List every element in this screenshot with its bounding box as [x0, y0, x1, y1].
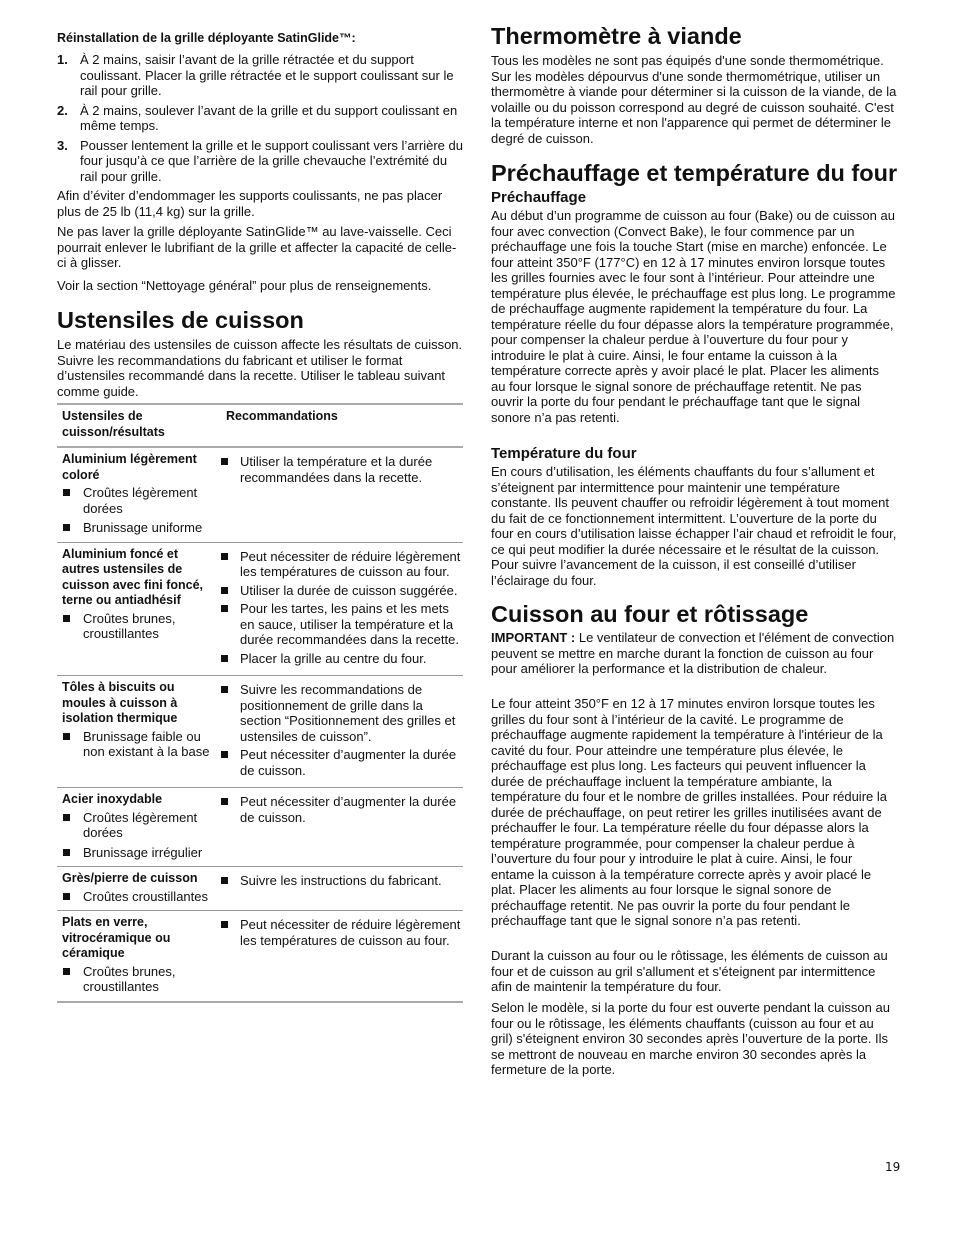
important-label: IMPORTANT : — [491, 630, 576, 645]
result-item: Croûtes brunes, croustillantes — [62, 611, 212, 642]
table-row — [57, 788, 463, 867]
bullet-icon — [221, 921, 228, 928]
bullet-icon — [63, 968, 70, 975]
bullet-icon — [221, 655, 228, 662]
cookware-heading: Ustensiles de cuisson — [57, 307, 304, 333]
table-header-recommendations: Recommandations — [216, 404, 463, 447]
bullet-icon — [221, 587, 228, 594]
recommendation-item: Peut nécessiter d’augmenter la durée de cuisson. — [216, 747, 463, 778]
bullet-icon — [221, 877, 228, 884]
result-item: Croûtes légèrement dorées — [62, 810, 212, 841]
see-section-note: Voir la section “Nettoyage général” pour plus de renseignements. — [57, 278, 432, 293]
dishwasher-warning: Ne pas laver la grille déployante SatinGlide™ au lave-vaisselle. Ceci pourrait enlever le lubrifiant de la grille et affecter la capacité de celle-ci à glisser. — [57, 224, 457, 270]
table-header-cookware: Ustensiles de cuisson/résultats — [57, 404, 216, 447]
table-row — [57, 542, 463, 676]
step-item: 3. Pousser lentement la grille et le support coulissant vers l’arrière du four jusqu’à ce que l’arrière de la grille chevauche l’extrémité du rail pour grille. — [57, 137, 463, 184]
cookware-category: Plats en verre, vitrocéramique ou céramique — [62, 915, 171, 960]
step-item: 2. À 2 mains, soulever l’avant de la grille et du support coulissant en même temps. — [57, 102, 458, 133]
bullet-icon — [221, 751, 228, 758]
bake-paragraph-1: Le four atteint 350°F en 12 à 17 minutes environ lorsque toutes les grilles du four sont à l’intérieur de la cavité. Le programme de préchauffage augmente rapidement la température à l'intérieur de la cavité du four. Pour atteindre une température plus élevée, le préchauffage est plus long. Les facteurs qui peuvent influencer la durée de préchauffage incluent la température ambiante, la température du four et le nombre de grilles installées. Pour réduire la durée de préchauffage, on peut retirer les grilles inutilisées avant de préchauffer le four. La température réelle du four dépasse alors la température programmée, pour compenser la chaleur perdue à l’ouverture du four pour y introduire le plat à cuire. Ainsi, le four entame la cuisson à la température correcte après y avoir placé le plat. Placer les aliments au four lorsque le signal sonore de préchauffage retentit. Ne pas ouvrir la porte du four pendant le préchauffage tant que le signal sonore n’a pas retenti. — [491, 696, 887, 928]
result-item: Croûtes croustillantes — [62, 889, 212, 905]
bullet-icon — [63, 893, 70, 900]
cookware-table — [57, 403, 463, 1003]
result-item: Brunissage uniforme — [62, 520, 212, 536]
reinstall-steps — [57, 52, 463, 188]
meat-thermometer-heading: Thermomètre à viande — [491, 23, 742, 49]
cookware-category: Aluminium foncé et autres ustensiles de cuisson avec fini foncé, terne ou antiadhésif — [62, 546, 204, 607]
recommendation-item: Pour les tartes, les pains et les mets en sauce, utiliser la température et la durée recommandées dans la recette. — [216, 601, 463, 648]
result-item: Brunissage faible ou non existant à la base — [62, 729, 212, 760]
cookware-category: Acier inoxydable — [62, 792, 163, 806]
reinstall-title: Réinstallation de la grille déployante SatinGlide™: — [57, 31, 356, 45]
page-number: 19 — [885, 1160, 901, 1174]
result-item: Brunissage irrégulier — [62, 845, 212, 861]
table-row — [57, 676, 463, 788]
bullet-icon — [63, 489, 70, 496]
recommendation-item: Peut nécessiter de réduire légèrement les températures de cuisson au four. — [216, 917, 463, 948]
step-item: 1. À 2 mains, saisir l’avant de la grille rétractée et du support coulissant. Placer la grille rétractée et le support coulissant sur le rail pour grille. — [57, 52, 454, 98]
table-row — [57, 867, 463, 911]
bullet-icon — [63, 733, 70, 740]
recommendation-item: Utiliser la température et la durée recommandées dans la recette. — [216, 454, 463, 485]
cookware-intro: Le matériau des ustensiles de cuisson affecte les résultats de cuisson. Suivre les recommandations du fabricant et utiliser le format d’ustensiles recommandé dans la recette. Utiliser le tableau suivant comme guide. — [57, 337, 463, 399]
bullet-icon — [221, 686, 228, 693]
cookware-category: Grès/pierre de cuisson — [62, 871, 198, 885]
bullet-icon — [63, 524, 70, 531]
bullet-icon — [221, 798, 228, 805]
preheat-heading: Préchauffage et température du four — [491, 160, 898, 186]
bullet-icon — [63, 849, 70, 856]
bake-paragraph-2: Durant la cuisson au four ou le rôtissage, les éléments de cuisson au four et de cuisson au gril s'allument et s'éteignent par intermittence afin de maintenir la température du four. — [491, 948, 888, 994]
cookware-category: Tôles à biscuits ou moules à cuisson à isolation thermique — [62, 680, 178, 725]
result-item: Croûtes brunes, croustillantes — [62, 964, 212, 995]
bake-roast-heading: Cuisson au four et rôtissage — [491, 601, 809, 627]
recommendation-item: Utiliser la durée de cuisson suggérée. — [216, 583, 463, 599]
table-row — [57, 911, 463, 1002]
bullet-icon — [63, 615, 70, 622]
bullet-icon — [221, 458, 228, 465]
cookware-category: Aluminium légèrement coloré — [62, 452, 197, 482]
oven-temp-text: En cours d’utilisation, les éléments chauffants du four s’allument et s’éteignent par intermittence pour maintenir une température constante. Ils peuvent chauffer ou refroidir légèrement à tout moment du fait de ce fonctionnement intermittent. L’ouverture de la porte du four en cours d’utilisation laisse échapper l’air chaud et refroidit le four, ce qui peut modifier la durée nécessaire et le résultat de la cuisson. Pour suivre l’avancement de la cuisson, il est conseillé d’utiliser l’éclairage du four. — [491, 464, 897, 588]
recommendation-item: Placer la grille au centre du four. — [216, 651, 463, 667]
bake-paragraph-3: Selon le modèle, si la porte du four est ouverte pendant la cuisson au four ou le rôtissage, les éléments chauffants (cuisson au four et au gril) s'éteignent environ 30 secondes après l’ouverture de la porte. Ils se mettront de nouveau en marche environ 30 secondes après la fermeture de la porte. — [491, 1000, 890, 1077]
preheat-subheading: Préchauffage — [491, 189, 587, 206]
recommendation-item: Peut nécessiter de réduire légèrement les températures de cuisson au four. — [216, 549, 463, 580]
table-row — [57, 447, 463, 542]
recommendation-item: Suivre les recommandations de positionnement de grille dans la section “Positionnement des grilles et ustensiles de cuisson”. — [216, 682, 463, 744]
weight-warning: Afin d’éviter d’endommager les supports coulissants, ne pas placer plus de 25 lb (11,4 kg) sur la grille. — [57, 188, 443, 219]
recommendation-item: Peut nécessiter d’augmenter la durée de cuisson. — [216, 794, 463, 825]
oven-temp-subheading: Température du four — [491, 445, 637, 462]
important-note: IMPORTANT : Le ventilateur de convection et l'élément de convection peuvent se mettre en marche durant la fonction de cuisson au four pour améliorer la performance et la distribution de chaleur. — [491, 630, 895, 676]
result-item: Croûtes légèrement dorées — [62, 485, 212, 516]
recommendation-item: Suivre les instructions du fabricant. — [216, 873, 463, 889]
bullet-icon — [63, 814, 70, 821]
bullet-icon — [221, 553, 228, 560]
bullet-icon — [221, 605, 228, 612]
meat-thermometer-text: Tous les modèles ne sont pas équipés d'une sonde thermométrique. Sur les modèles dépourvus d'une sonde thermométrique, utiliser un thermomètre à viande pour déterminer si la cuisson de la viande, de la volaille ou du poisson correspond au degré de cuisson souhaité. C'est la température interne et non l'apparence qui permet de déterminer le degré de cuisson. — [491, 53, 897, 146]
preheat-text: Au début d’un programme de cuisson au four (Bake) ou de cuisson au four avec convection (Convect Bake), le four commence par un préchauffage une fois la touche Start (mise en marche) enfoncée. Le four atteint 350°F (177°C) en 12 à 17 minutes environ lorsque toutes les grilles fournies avec le four sont à l’intérieur. Pour atteindre une température plus élevée, le préchauffage est plus long. Le programme de préchauffage augmente rapidement la température du four. La température réelle du four dépasse alors la température programmée, pour compenser la chaleur perdue à l’ouverture du four pour y introduire le plat à cuire. Ainsi, le four entame la cuisson à la température correcte après y avoir placé le plat. Placer les aliments au four lorsque le signal sonore de préchauffage retentit. Ne pas ouvrir la porte du four pendant le préchauffage tant que le signal sonore n’a pas retenti. — [491, 208, 896, 425]
